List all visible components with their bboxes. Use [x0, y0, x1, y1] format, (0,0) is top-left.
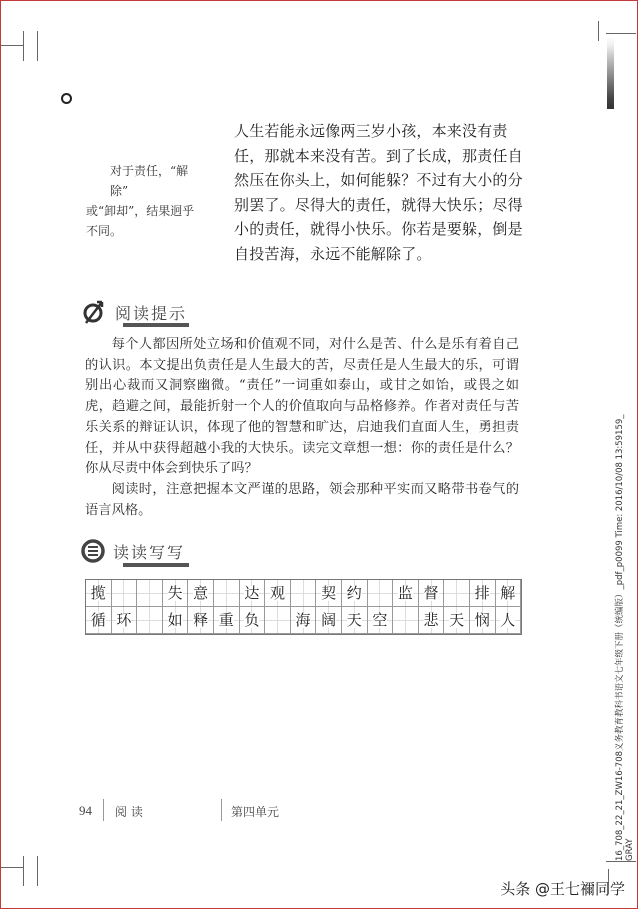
- grid-cell: [163, 580, 189, 607]
- margin-note: [86, 161, 206, 241]
- body-text: 人生若能永远像两三岁小孩，本来没有责任，那就本来没有苦。到了长成，那责任自然压在你头上，如何能躲？不过有大小的分别罢了。尽得大的责任，就得大快乐；尽得小的责任，就得小快乐。你若是要躲，倒是自投苦海，永远不能解除了。: [234, 122, 523, 263]
- print-metadata-line: GRAY: [625, 838, 635, 861]
- page-number: 94: [79, 803, 92, 818]
- grid-cell: [470, 580, 496, 607]
- grid-cell: [496, 607, 522, 634]
- reading-tips-heading: [81, 299, 187, 325]
- grid-cell: [291, 580, 317, 607]
- grid-cell: [496, 580, 522, 607]
- grid-char: 契: [321, 583, 337, 602]
- grid-cell: [444, 607, 470, 634]
- grid-char: 负: [244, 610, 260, 629]
- grid-cell: [240, 580, 266, 607]
- grid-char: 如: [167, 610, 183, 629]
- watermark: 头条 @王七禰同学: [500, 880, 625, 898]
- grid-cell: [419, 607, 445, 634]
- section-title: 读读写写: [113, 542, 186, 562]
- grid-cell: [163, 607, 189, 634]
- grid-cell: [188, 580, 214, 607]
- grid-cell: [112, 607, 138, 634]
- section-title: 阅读提示: [115, 303, 188, 323]
- grid-cell: [444, 580, 470, 607]
- print-metadata-line: 16_708_22_21_ZW16-708义务教育教科书语文七年级下册（统编版）_pdf_p0099 Time: 2016/10/08 13:59159_: [615, 414, 625, 861]
- grid-cell: [137, 580, 163, 607]
- grid-cell: [291, 607, 317, 634]
- grid-cell: [316, 580, 342, 607]
- grid-cell: [86, 580, 112, 607]
- grid-char: 悯: [474, 610, 490, 629]
- grid-cell: [393, 580, 419, 607]
- grid-char: 失: [167, 583, 183, 602]
- grid-char: 约: [346, 583, 362, 602]
- reading-tips-text: [85, 335, 519, 521]
- title-underline: [123, 563, 189, 567]
- read-write-heading: [81, 539, 185, 563]
- grid-char: 环: [116, 610, 132, 629]
- crop-mark: [37, 31, 38, 61]
- margin-note-line: 或“卸却”，结果迥乎不同。: [86, 204, 195, 238]
- grid-cell: [188, 607, 214, 634]
- grid-char: 天: [449, 610, 465, 629]
- divider: [221, 799, 222, 821]
- margin-note-line: 对于责任，“解除”: [110, 164, 189, 198]
- grayscale-calibration-strip: [607, 37, 614, 109]
- paragraph: 阅读时，注意把握本文严谨的思路，领会那种平实而又略带书卷气的语言风格。: [85, 481, 519, 518]
- title-underline: [123, 323, 189, 327]
- footer-unit: 第四单元: [231, 805, 280, 819]
- paragraph: 每个人都因所处立场和价值观不同，对什么是苦、什么是乐有着自己的认识。本文提出负责任是人生最大的苦，尽责任是人生最大的乐，可谓别出心裁而又洞察幽微。“责任”一词重如泰山，或甘之如饴，或畏之如虎，趋避之间，最能折射一个人的价值取向与品格修养。作者对责任与苦乐关系的辩证认识，体现了他的智慧和旷达，启迪我们直面人生，勇担责任，并从中获得超越小我的大快乐。读完文章想一想：你的责任是什么？你从尽责中体会到快乐了吗？: [85, 337, 519, 477]
- divider: [103, 799, 104, 821]
- grid-cell: [112, 580, 138, 607]
- grid-char: 监: [397, 583, 413, 602]
- grid-char: 阔: [321, 610, 337, 629]
- grid-cell: [137, 607, 163, 634]
- vocabulary-grid: [85, 579, 522, 635]
- print-metadata: [615, 414, 635, 861]
- grid-cell: [419, 580, 445, 607]
- grid-char: 解: [500, 583, 516, 602]
- grid-char: 达: [244, 583, 260, 602]
- grid-cell: [342, 607, 368, 634]
- grid-cell: [214, 580, 240, 607]
- crop-mark: [23, 856, 24, 886]
- smiley-icon: [61, 93, 72, 104]
- crop-mark: [1, 45, 23, 46]
- grid-cell: [240, 607, 266, 634]
- footer-section: 阅 读: [115, 805, 143, 819]
- grid-cell: [368, 607, 394, 634]
- grid-char: 空: [372, 610, 388, 629]
- grid-cell: [316, 607, 342, 634]
- grid-char: 排: [474, 583, 490, 602]
- grid-cell: [214, 607, 240, 634]
- crop-mark: [1, 867, 23, 868]
- grid-char: 督: [423, 583, 439, 602]
- grid-cell: [265, 607, 291, 634]
- grid-char: 循: [90, 610, 106, 629]
- grid-cell: [86, 607, 112, 634]
- grid-char: 悲: [423, 610, 439, 629]
- reading-tips-icon: [81, 299, 107, 325]
- grid-char: 揽: [90, 583, 106, 602]
- grid-char: 人: [500, 610, 516, 629]
- grid-cell: [265, 580, 291, 607]
- crop-mark: [37, 856, 38, 886]
- list-circle-icon: [81, 539, 105, 563]
- grid-char: 重: [218, 610, 234, 629]
- grid-char: 天: [346, 610, 362, 629]
- crop-mark: [606, 33, 636, 34]
- crop-mark: [598, 21, 599, 41]
- crop-mark: [606, 861, 636, 862]
- grid-char: 意: [193, 583, 209, 602]
- grid-char: 海: [295, 610, 311, 629]
- grid-cell: [393, 607, 419, 634]
- grid-char: 观: [269, 583, 285, 602]
- grid-cell: [368, 580, 394, 607]
- crop-mark: [23, 31, 24, 61]
- grid-char: 释: [193, 610, 209, 629]
- grid-cell: [470, 607, 496, 634]
- grid-cell: [342, 580, 368, 607]
